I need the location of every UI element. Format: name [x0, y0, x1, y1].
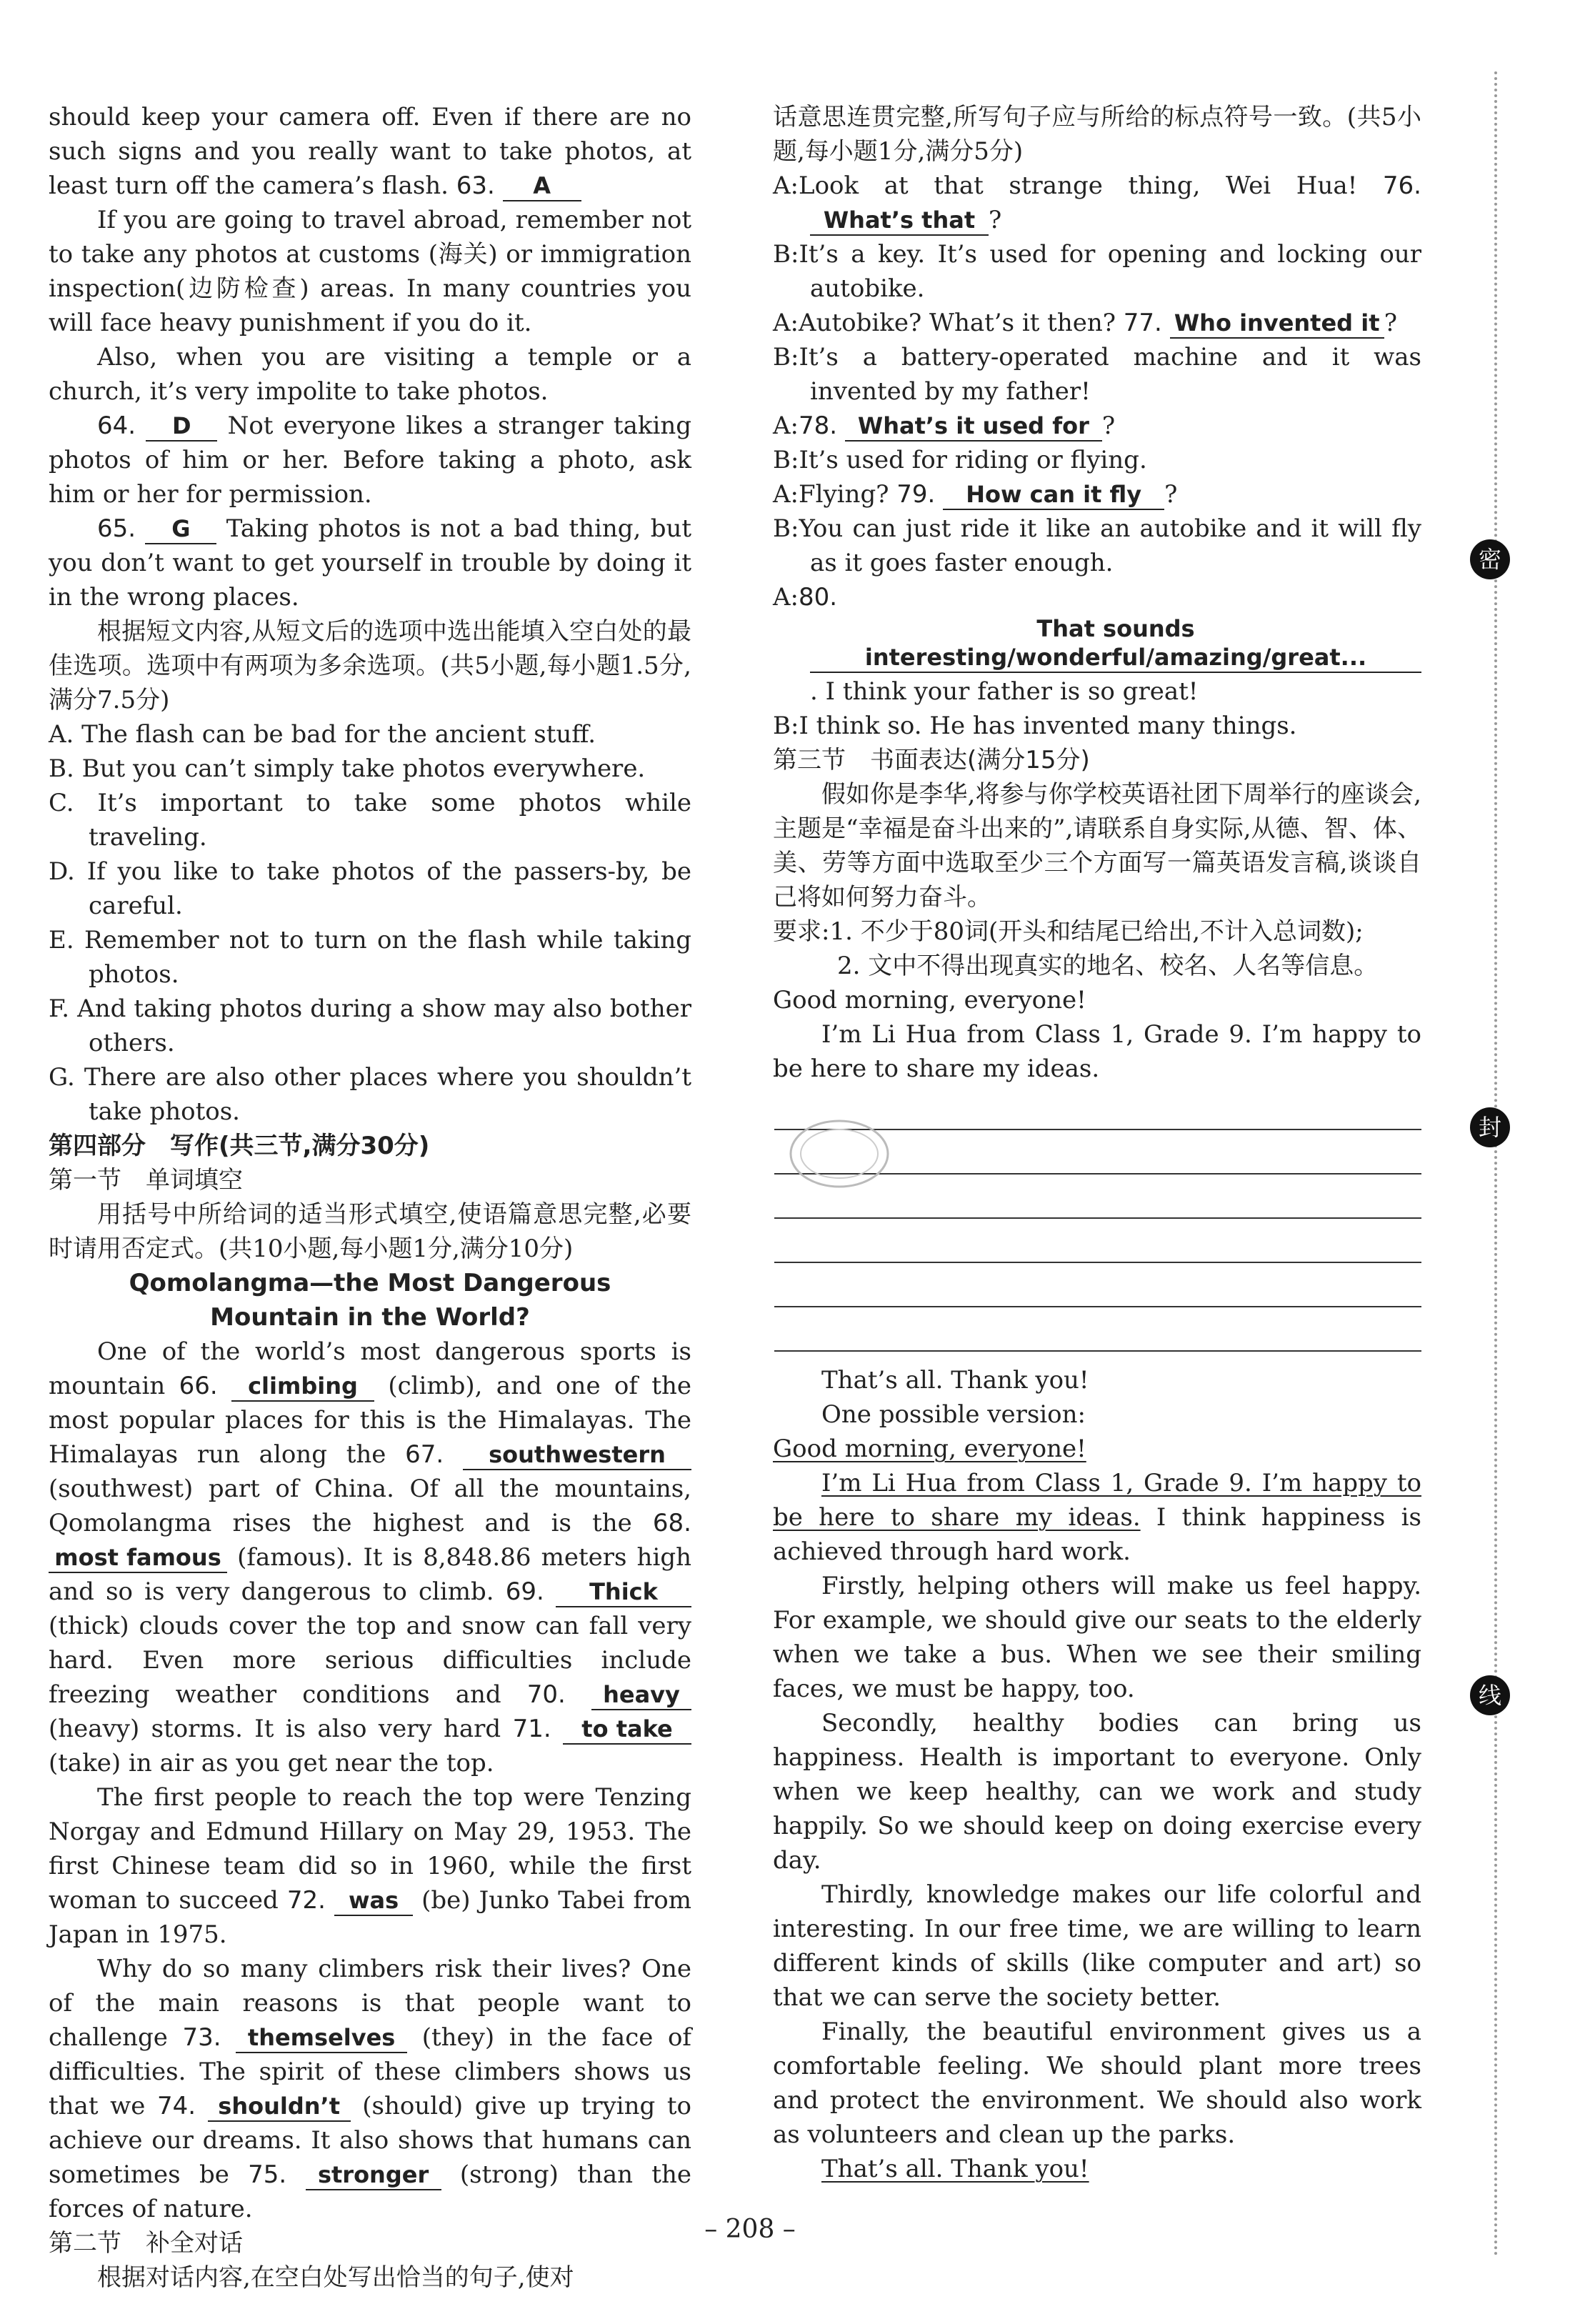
instructions: 用括号中所给词的适当形式填空,使语篇意思完整,必要时请用否定式。(共10小题,每小题1分,满分10分)	[49, 1200, 691, 1263]
option: C. It’s important to take some photos while traveling.	[49, 789, 691, 852]
dialogue-line: B:It’s a key. It’s used for opening and locking our autobike.	[773, 240, 1421, 303]
answer-76: What’s that	[810, 206, 989, 236]
paragraph: One of the world’s most dangerous sports is mountain 66. climbing (climb), and one of the most popular places for this is the Himalayas. The Himalayas run along the 67. southwestern (southwest) part of China. Of all the mountains, Qomolangma rises the highest and is the 68. most famous (famous). It is 8,848.86 meters high and so is very dangerous to climb. 69. Thick (thick) clouds cover the top and snow can fall very hard. Even more serious difficulties include freezing weather conditions and 70. heavy (heavy) storms. It is also very hard 71. to take (take) in air as you get near the top.	[49, 1337, 691, 1777]
essay-opening: Good morning, everyone!	[773, 986, 1086, 1014]
stamp-mark	[786, 1114, 893, 1193]
option: B. But you can’t simply take photos everywhere.	[49, 754, 646, 783]
dialogue-line: A:Flying? 79. How can it fly ?	[773, 480, 1178, 509]
sample-label: One possible version:	[821, 1400, 1086, 1429]
writing-task: 假如你是李华,将参与你学校英语社团下周举行的座谈会,主题是“幸福是奋斗出来的”,请联系自身实际,从德、智、体、美、劳等方面中选取至少三个方面写一篇英语发言稿,谈谈自己将如何努力奋斗。	[773, 780, 1421, 912]
option: E. Remember not to turn on the flash while taking photos.	[49, 926, 691, 989]
dialogue-line: A:Look at that strange thing, Wei Hua! 76. What’s that ?	[773, 171, 1421, 234]
writing-line[interactable]	[774, 1263, 1421, 1307]
option: F. And taking photos during a show may also bother others.	[49, 994, 691, 1057]
sample-paragraph: Firstly, helping others will make us feel happy. For example, we should give our seats to the elderly when we take a bus. When we see their smiling faces, we must be happy, too.	[773, 1572, 1421, 1703]
seal-mark: 线	[1470, 1675, 1510, 1715]
passage-title: Mountain in the World?	[210, 1303, 530, 1332]
requirement: 2. 文中不得出现真实的地名、校名、人名等信息。	[837, 952, 1379, 980]
dialogue-line: B:I think so. He has invented many things.	[773, 712, 1297, 740]
left-column	[49, 100, 691, 2295]
answer-72: was	[334, 1886, 413, 1916]
option: D. If you like to take photos of the passers-by, be careful.	[49, 857, 691, 920]
section-heading: 第二节 补全对话	[49, 2229, 243, 2258]
answer-68: most famous	[49, 1543, 227, 1573]
sample-greeting: Good morning, everyone!	[773, 1435, 1086, 1463]
paragraph: Also, when you are visiting a temple or a church, it’s very impolite to take photos.	[49, 343, 691, 406]
dialogue-line: A:80. That sounds interesting/wonderful/amazing/great.... I think your father is so great!	[773, 580, 1421, 709]
sample-paragraph: Secondly, healthy bodies can bring us happiness. Health is important to everyone. Only when we keep healthy, can we work and study happily. So we should keep on doing exercise every day.	[773, 1709, 1421, 1875]
paragraph: 65. G Taking photos is not a bad thing, but you don’t want to get yourself in trouble by doing it in the wrong places.	[49, 514, 692, 612]
answer-70: heavy	[591, 1680, 691, 1710]
answer-63: A	[503, 171, 581, 201]
paragraph: The first people to reach the top were Tenzing Norgay and Edmund Hillary on May 29, 1953. The first Chinese team did so in 1960, while the first woman to succeed 72. was (be) Junko Tabei from Japan in 1975.	[49, 1783, 691, 1949]
answer-66: climbing	[231, 1372, 374, 1402]
sample-paragraph: I’m Li Hua from Class 1, Grade 9. I’m happy to be here to share my ideas. I think happiness is achieved through hard work.	[773, 1469, 1421, 1566]
answer-65: G	[145, 514, 216, 544]
sample-paragraph: Finally, the beautiful environment gives us a comfortable feeling. We should plant more trees and protect the environment. We should also work as volunteers and clean up the parks.	[773, 2018, 1421, 2149]
answer-78: What’s it used for	[845, 412, 1102, 442]
answer-80: That sounds interesting/wonderful/amazing/great...	[810, 614, 1421, 673]
answer-75: stronger	[306, 2160, 441, 2190]
paragraph: should keep your camera off. Even if there are no such signs and you really want to take photos, at least turn off the camera’s flash. 63. A	[49, 103, 691, 200]
essay-intro: I’m Li Hua from Class 1, Grade 9. I’m happy to be here to share my ideas.	[773, 1020, 1421, 1083]
instructions: 话意思连贯完整,所写句子应与所给的标点符号一致。(共5小题,每小题1分,满分5分)	[773, 103, 1421, 166]
page-number: – 208 –	[704, 2215, 796, 2244]
answer-79: How can it fly	[943, 480, 1164, 510]
writing-line[interactable]	[774, 1307, 1421, 1352]
paragraph: If you are going to travel abroad, remember not to take any photos at customs (海关) or immigration inspection(边防检查) areas. In many countries you will face heavy punishment if you do it.	[49, 206, 691, 337]
requirement: 要求:1. 不少于80词(开头和结尾已给出,不计入总词数);	[773, 917, 1364, 946]
dialogue-line: B:You can just ride it like an autobike and it will fly as it goes faster enough.	[773, 514, 1421, 577]
binding-line	[1494, 71, 1497, 2258]
writing-line[interactable]	[774, 1219, 1421, 1263]
essay-closing: That’s all. Thank you!	[821, 1366, 1089, 1395]
seal-mark: 封	[1470, 1107, 1510, 1147]
dialogue-line: A:Autobike? What’s it then? 77. Who invented it ?	[773, 309, 1397, 337]
answer-73: themselves	[236, 2023, 407, 2053]
part-heading: 第四部分 写作(共三节,满分30分)	[49, 1132, 430, 1160]
answer-69: Thick	[556, 1577, 691, 1607]
instructions: 根据对话内容,在空白处写出恰当的句子,使对	[97, 2263, 574, 2292]
paragraph: 64. D Not everyone likes a stranger taking photos of him or her. Before taking a photo, ask him or her for permission.	[49, 412, 691, 509]
passage-title: Qomolangma—the Most Dangerous	[129, 1269, 611, 1297]
answer-71: to take	[563, 1715, 691, 1745]
dialogue-line: A:78. What’s it used for ?	[773, 412, 1116, 440]
answer-74: shouldn’t	[208, 2092, 351, 2122]
seal-mark: 密	[1470, 539, 1510, 579]
dialogue-line: B:It’s a battery-operated machine and it was invented by my father!	[773, 343, 1421, 406]
section-heading: 第三节 书面表达(满分15分)	[773, 746, 1090, 774]
paragraph: Why do so many climbers risk their lives? One of the main reasons is that people want to challenge 73. themselves (they) in the face of difficulties. The spirit of these climbers shows us that we 74. shouldn’t (should) give up trying to achieve our dreams. It also shows that humans can sometimes be 75. stronger (strong) than the forces of nature.	[49, 1955, 692, 2223]
answer-67: southwestern	[463, 1440, 691, 1470]
answer-64: D	[146, 412, 217, 442]
option: G. There are also other places where you shouldn’t take photos.	[49, 1063, 691, 1126]
dialogue-line: B:It’s used for riding or flying.	[773, 446, 1147, 474]
answer-77: Who invented it	[1170, 309, 1384, 339]
option: A. The flash can be bad for the ancient stuff.	[49, 720, 596, 749]
sample-paragraph: Thirdly, knowledge makes our life colorful and interesting. In our free time, we are willing to learn different kinds of skills (like computer and art) so that we can serve the society better.	[773, 1880, 1421, 2012]
sample-closing: That’s all. Thank you!	[821, 2155, 1089, 2183]
instructions: 根据短文内容,从短文后的选项中选出能填入空白处的最佳选项。选项中有两项为多余选项。(共5小题,每小题1.5分,满分7.5分)	[49, 617, 691, 714]
section-heading: 第一节 单词填空	[49, 1166, 243, 1195]
